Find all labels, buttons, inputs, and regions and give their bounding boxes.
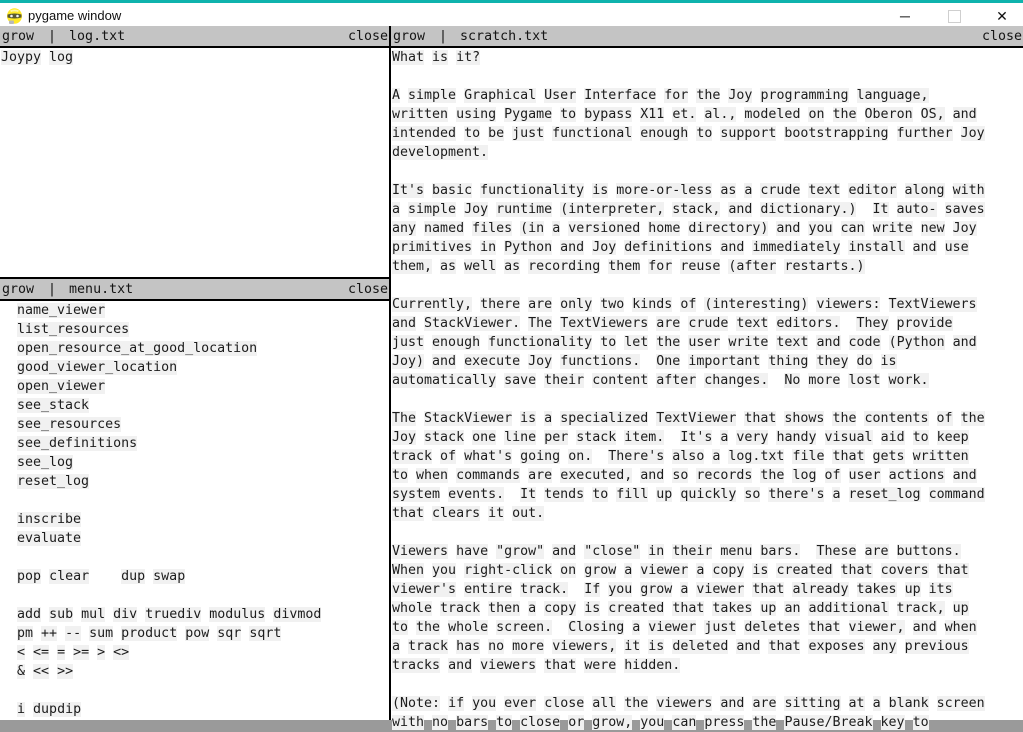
close-window-button[interactable] (986, 5, 1018, 27)
text-line[interactable]: that clears it out. (392, 506, 545, 521)
text-line[interactable]: just enough functionality to let the user write text and code (Python and (392, 335, 977, 350)
text-line[interactable] (1, 491, 388, 510)
text-line[interactable]: intended to be just functional enough to support bootstrapping further Joy (392, 126, 985, 141)
filename-label: menu.txt (69, 281, 134, 297)
text-line[interactable] (392, 675, 1022, 694)
menubar-menu (0, 277, 389, 301)
text-line[interactable]: The StackViewer is a specialized TextViewer that shows the contents of the (392, 411, 985, 426)
text-line[interactable]: Joypy log (1, 50, 74, 65)
pygame-logo-icon (6, 8, 23, 25)
text-line[interactable]: Joy stack one line per stack item. It's a very handy visual aid to keep (392, 430, 969, 445)
text-line[interactable]: track of what's going on. There's also a log.txt file that gets written (392, 449, 969, 464)
text-line[interactable]: list_resources (17, 322, 130, 337)
minimize-button[interactable] (889, 5, 921, 27)
track-divider (389, 26, 391, 720)
text-editor-scratch[interactable] (392, 48, 1022, 730)
text-line[interactable] (1, 548, 388, 567)
text-line[interactable]: reset_log (17, 474, 90, 489)
text-line[interactable]: open_viewer (17, 379, 106, 394)
text-line[interactable]: them, as well as recording them for reuse (after restarts.) (392, 259, 865, 274)
text-line[interactable] (392, 276, 1022, 295)
titlebar[interactable] (0, 0, 1023, 26)
text-editor-menu[interactable] (1, 301, 388, 720)
text-line[interactable]: add sub mul div truediv modulus divmod (17, 607, 322, 622)
minimize-icon: ─ (900, 8, 910, 24)
text-line[interactable]: Viewers have "grow" and "close" in their menu bars. These are buttons. (392, 544, 961, 559)
text-line[interactable]: < <= = >= > <> (17, 645, 130, 660)
window-title: pygame window (28, 8, 122, 23)
text-line[interactable]: It's basic functionality is more-or-less as a crude text editor along with (392, 183, 985, 198)
text-line[interactable]: open_resource_at_good_location (17, 341, 258, 356)
text-line[interactable]: & << >> (17, 664, 74, 679)
text-line[interactable]: good_viewer_location (17, 360, 178, 375)
text-line[interactable]: and StackViewer. The TextViewers are crude text editors. They provide (392, 316, 953, 331)
text-line[interactable] (392, 523, 1022, 542)
menubar-separator: | (48, 281, 57, 297)
text-line[interactable]: whole track then a copy is created that takes up an additional track, up (392, 601, 969, 616)
text-line[interactable]: viewer's entire track. If you grow a viewer that already takes up its (392, 582, 953, 597)
text-line[interactable]: see_stack (17, 398, 90, 413)
grow-button[interactable]: grow (2, 281, 35, 297)
text-line[interactable]: see_resources (17, 417, 122, 432)
text-line[interactable]: to when commands are executed, and so records the log of user actions and (392, 468, 977, 483)
maximize-icon (948, 10, 961, 23)
text-line[interactable]: i dupdip (17, 702, 82, 717)
text-line[interactable]: a simple Joy runtime (interpreter, stack, and dictionary.) It auto- saves (392, 202, 985, 217)
menubar-scratch (391, 26, 1023, 48)
filename-label: log.txt (69, 28, 126, 44)
text-line[interactable]: system events. It tends to fill up quickly so there's a reset_log command (392, 487, 985, 502)
text-line[interactable]: see_log (17, 455, 74, 470)
menubar-log (0, 26, 389, 48)
text-line[interactable]: any named files (in a versioned home directory) and you can write new Joy (392, 221, 977, 236)
text-editor-log[interactable] (1, 48, 388, 277)
text-line[interactable]: name_viewer (17, 303, 106, 318)
menubar-separator: | (48, 28, 57, 44)
text-line[interactable]: development. (392, 145, 489, 160)
text-line[interactable] (1, 586, 388, 605)
text-line[interactable]: When you right-click on grow a viewer a copy is created that covers that (392, 563, 969, 578)
text-line[interactable] (392, 67, 1022, 86)
text-line[interactable]: tracks and viewers that were hidden. (392, 658, 681, 673)
text-line[interactable]: Currently, there are only two kinds of (interesting) viewers: TextViewers (392, 297, 977, 312)
text-line[interactable]: A simple Graphical User Interface for the Joy programming language, (392, 88, 929, 103)
text-line[interactable]: (Note: if you ever close all the viewers and are sitting at a blank screen (392, 696, 985, 711)
text-line[interactable]: Joy) and execute Joy functions. One important thing they do is (392, 354, 897, 369)
text-line[interactable]: with no bars to close or grow, you can press the Pause/Break key to (392, 715, 929, 730)
close-icon: ✕ (996, 7, 1008, 24)
text-line[interactable]: What is it? (392, 50, 481, 65)
close-button[interactable]: close (347, 281, 388, 297)
text-line[interactable]: evaluate (17, 531, 82, 546)
text-line[interactable]: to the whole screen. Closing a viewer just deletes that viewer, and when (392, 620, 977, 635)
grow-button[interactable]: grow (393, 28, 426, 44)
filename-label: scratch.txt (460, 28, 549, 44)
text-line[interactable] (1, 681, 388, 700)
text-line[interactable]: inscribe (17, 512, 82, 527)
text-line[interactable]: pm ++ -- sum product pow sqr sqrt (17, 626, 282, 641)
text-line[interactable] (392, 162, 1022, 181)
text-line[interactable]: automatically save their content after changes. No more lost work. (392, 373, 929, 388)
menubar-separator: | (439, 28, 448, 44)
text-line[interactable]: pop clear dup swap (17, 569, 186, 584)
close-button[interactable]: close (347, 28, 388, 44)
text-line[interactable] (392, 390, 1022, 409)
close-button[interactable]: close (981, 28, 1022, 44)
text-line[interactable]: a track has no more viewers, it is deleted and that exposes any previous (392, 639, 969, 654)
grow-button[interactable]: grow (2, 28, 35, 44)
text-line[interactable]: written using Pygame to bypass X11 et. al., modeled on the Oberon OS, and (392, 107, 977, 122)
text-line[interactable]: primitives in Python and Joy definitions and immediately install and use (392, 240, 969, 255)
maximize-button[interactable] (938, 5, 970, 27)
text-line[interactable]: see_definitions (17, 436, 138, 451)
